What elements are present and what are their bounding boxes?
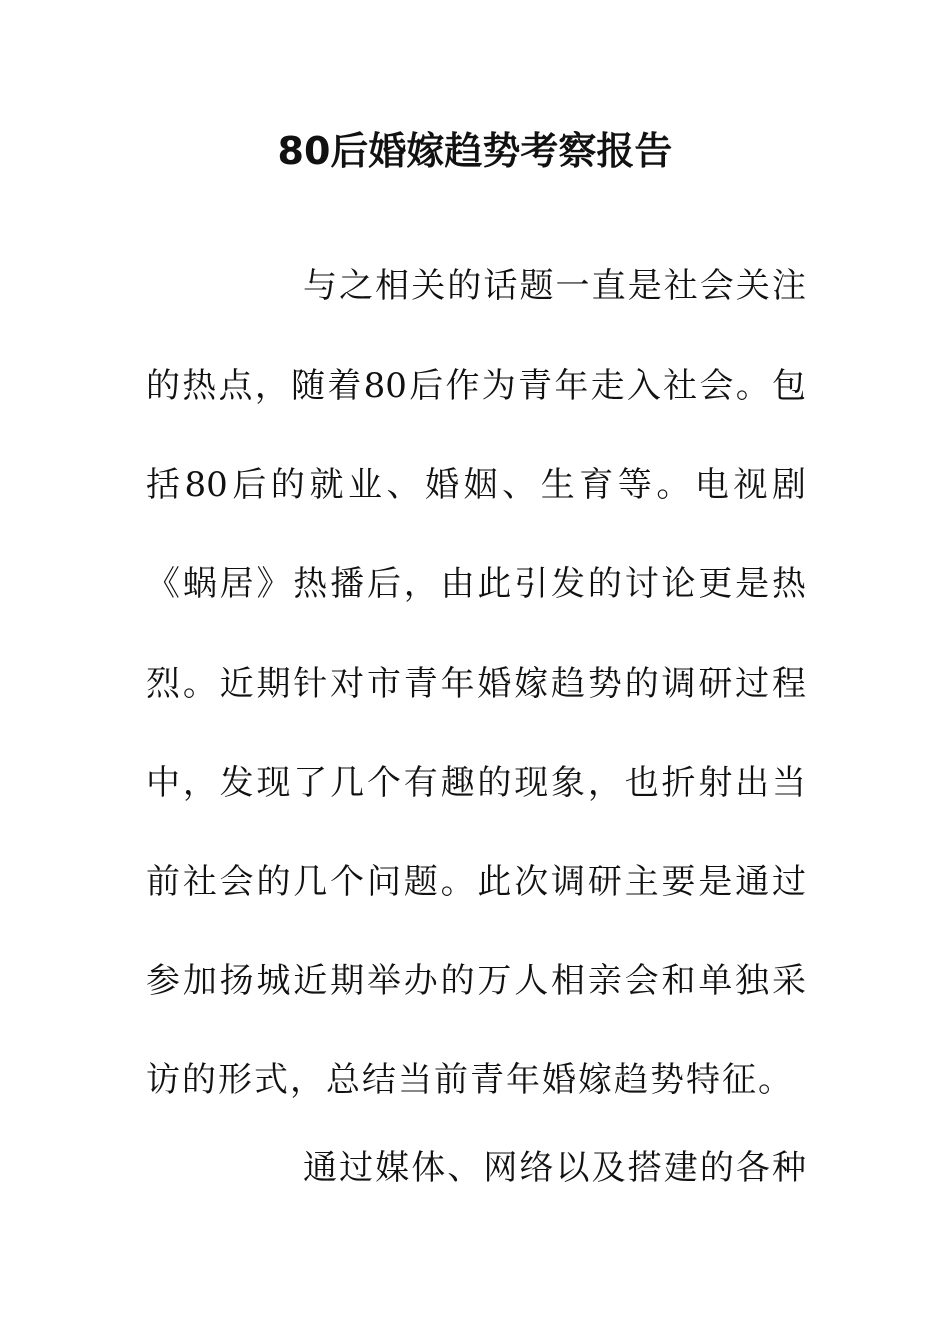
paragraph-line: 与之相关的话题一直是社会关注 [303, 266, 806, 306]
paragraph-line: 通过媒体、网络以及搭建的各种 [303, 1148, 806, 1188]
paragraph-line: 前社会的几个问题。此次调研主要是通过 [146, 862, 806, 902]
paragraph-line: 的热点，随着80后作为青年走入社会。包 [146, 366, 806, 406]
paragraph-line: 烈。近期针对市青年婚嫁趋势的调研过程 [146, 664, 806, 704]
document-title: 80后婚嫁趋势考察报告 [277, 129, 673, 173]
paragraph-line: 《蜗居》热播后，由此引发的讨论更是热 [146, 564, 806, 604]
paragraph-line: 括80后的就业、婚姻、生育等。电视剧 [146, 465, 806, 505]
paragraph-line: 中，发现了几个有趣的现象，也折射出当 [146, 763, 806, 803]
paragraph-line: 访的形式，总结当前青年婚嫁趋势特征。 [146, 1060, 794, 1100]
paragraph-line: 参加扬城近期举办的万人相亲会和单独采 [146, 961, 806, 1001]
